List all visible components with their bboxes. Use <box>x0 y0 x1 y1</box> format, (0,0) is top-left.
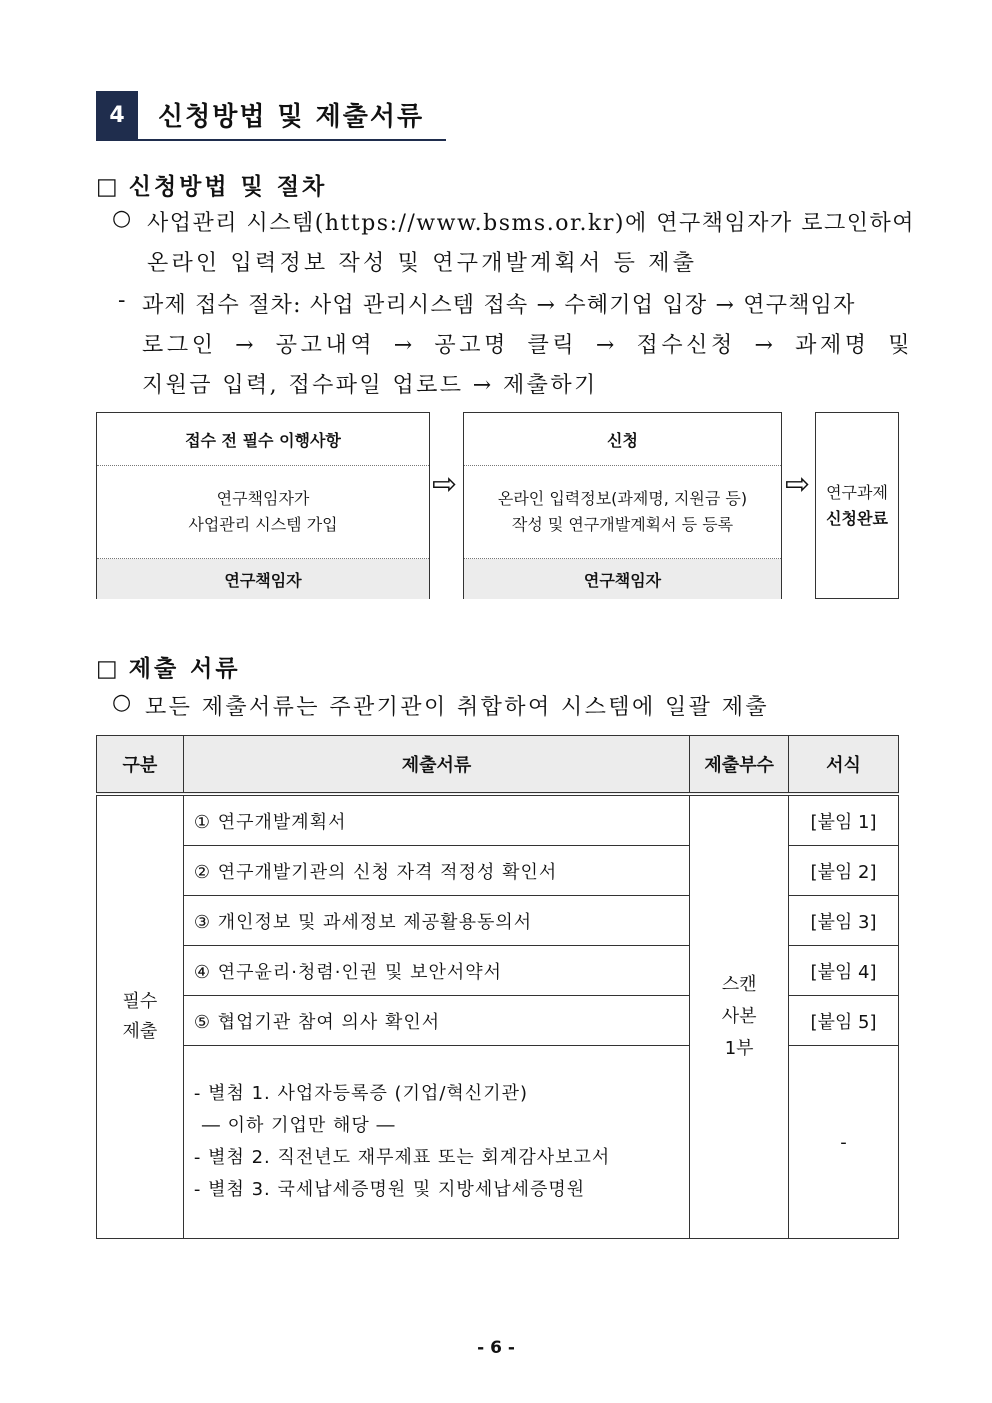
apply-heading-text: 신청방법 및 절차 <box>128 174 328 200</box>
flow-step-complete <box>815 412 899 599</box>
form-cell: [붙임 3] <box>789 896 899 946</box>
attachment-note: ― 이하 기업만 해당 ― <box>201 1115 396 1136</box>
form-cell: [붙임 5] <box>789 996 899 1046</box>
table-row <box>97 794 899 846</box>
doc-cell: ② 연구개발기관의 신청 자격 적정성 확인서 <box>183 846 689 896</box>
category-line1: 필수 <box>122 991 158 1012</box>
apply-dash-line3: 지원금 입력, 접수파일 업로드 → 제출하기 <box>142 373 598 398</box>
attachments-cell <box>183 1046 689 1239</box>
apply-bullet-line2: 온라인 입력정보 작성 및 연구개발계획서 등 제출 <box>147 251 698 276</box>
copies-cell <box>690 794 789 1239</box>
flow-step1-body-line1: 연구책임자가 <box>216 489 310 508</box>
section-underline <box>96 139 446 141</box>
flow-step2-body-line1: 온라인 입력정보(과제명, 지원금 등) <box>497 489 748 508</box>
apply-dash-line2: 로그인 → 공고내역 → 공고명 클릭 → 접수신청 → 과제명 및 <box>142 333 914 358</box>
doc-cell: ① 연구개발계획서 <box>183 794 689 846</box>
flow-step-prerequisite <box>96 412 430 599</box>
docs-bullet-text: 모든 제출서류는 주관기관이 취합하여 시스템에 일괄 제출 <box>145 695 770 720</box>
doc-cell: ③ 개인정보 및 과세정보 제공활용동의서 <box>183 896 689 946</box>
form-cell: [붙임 4] <box>789 946 899 996</box>
attachment-item: - 별첨 2. 직전년도 재무제표 또는 회계감사보고서 <box>193 1147 611 1168</box>
apply-heading <box>96 168 327 201</box>
copies-line3: 1부 <box>724 1038 754 1059</box>
flow-step2-footer: 연구책임자 <box>464 559 781 599</box>
header-category: 구분 <box>97 736 184 795</box>
attachment-item: - 별첨 1. 사업자등록증 (기업/혁신기관) <box>193 1083 528 1104</box>
docs-heading <box>96 650 241 683</box>
checkbox-square-icon: □ <box>96 656 121 682</box>
flow-step3-line2: 신청완료 <box>826 508 888 528</box>
flow-arrow-icon: ⇨ <box>432 467 458 502</box>
apply-bullet-line1: 사업관리 시스템(https://www.bsms.or.kr)에 연구책임자가 로그인하여 <box>147 211 915 236</box>
doc-cell: ④ 연구윤리·청렴·인권 및 보안서약서 <box>183 946 689 996</box>
flow-step3-line1: 연구과제 <box>826 482 888 502</box>
copies-line1: 스캔 <box>721 974 757 995</box>
flow-arrow-icon: ⇨ <box>785 467 811 502</box>
flow-step1-body-line2: 사업관리 시스템 가입 <box>188 515 338 534</box>
attachments-list <box>194 1078 688 1206</box>
form-cell: [붙임 2] <box>789 846 899 896</box>
page-number: - 6 - <box>477 1338 515 1358</box>
flow-step1-body <box>97 466 429 559</box>
form-cell: [붙임 1] <box>789 794 899 846</box>
doc-cell: ⑤ 협업기관 참여 의사 확인서 <box>183 996 689 1046</box>
table-header-row <box>97 736 899 795</box>
flow-step2-body-line2: 작성 및 연구개발계획서 등 등록 <box>511 515 734 534</box>
section-number: 4 <box>96 91 138 139</box>
flow-step-apply <box>463 412 782 599</box>
attachments-form-cell: - <box>789 1046 899 1239</box>
documents-table <box>96 735 899 1239</box>
header-form: 서식 <box>789 736 899 795</box>
section-title: 신청방법 및 제출서류 <box>158 102 425 132</box>
flow-step2-body <box>464 466 781 559</box>
apply-bullet-mark: ○ <box>112 206 134 231</box>
apply-dash-mark: - <box>118 288 128 313</box>
flow-step1-footer: 연구책임자 <box>97 559 429 599</box>
flow-step2-header: 신청 <box>464 413 781 466</box>
header-copies: 제출부수 <box>690 736 789 795</box>
checkbox-square-icon: □ <box>96 174 121 200</box>
attachment-item: - 별첨 3. 국세납세증명원 및 지방세납세증명원 <box>193 1179 586 1200</box>
apply-dash-line1: 과제 접수 절차: 사업 관리시스템 접속 → 수혜기업 입장 → 연구책임자 <box>142 293 856 318</box>
category-line2: 제출 <box>122 1021 158 1042</box>
docs-heading-text: 제출 서류 <box>128 656 241 682</box>
docs-bullet-mark: ○ <box>112 690 134 715</box>
flow-step1-header: 접수 전 필수 이행사항 <box>97 413 429 466</box>
header-document: 제출서류 <box>183 736 689 795</box>
category-cell <box>97 794 184 1239</box>
copies-line2: 사본 <box>721 1006 757 1027</box>
